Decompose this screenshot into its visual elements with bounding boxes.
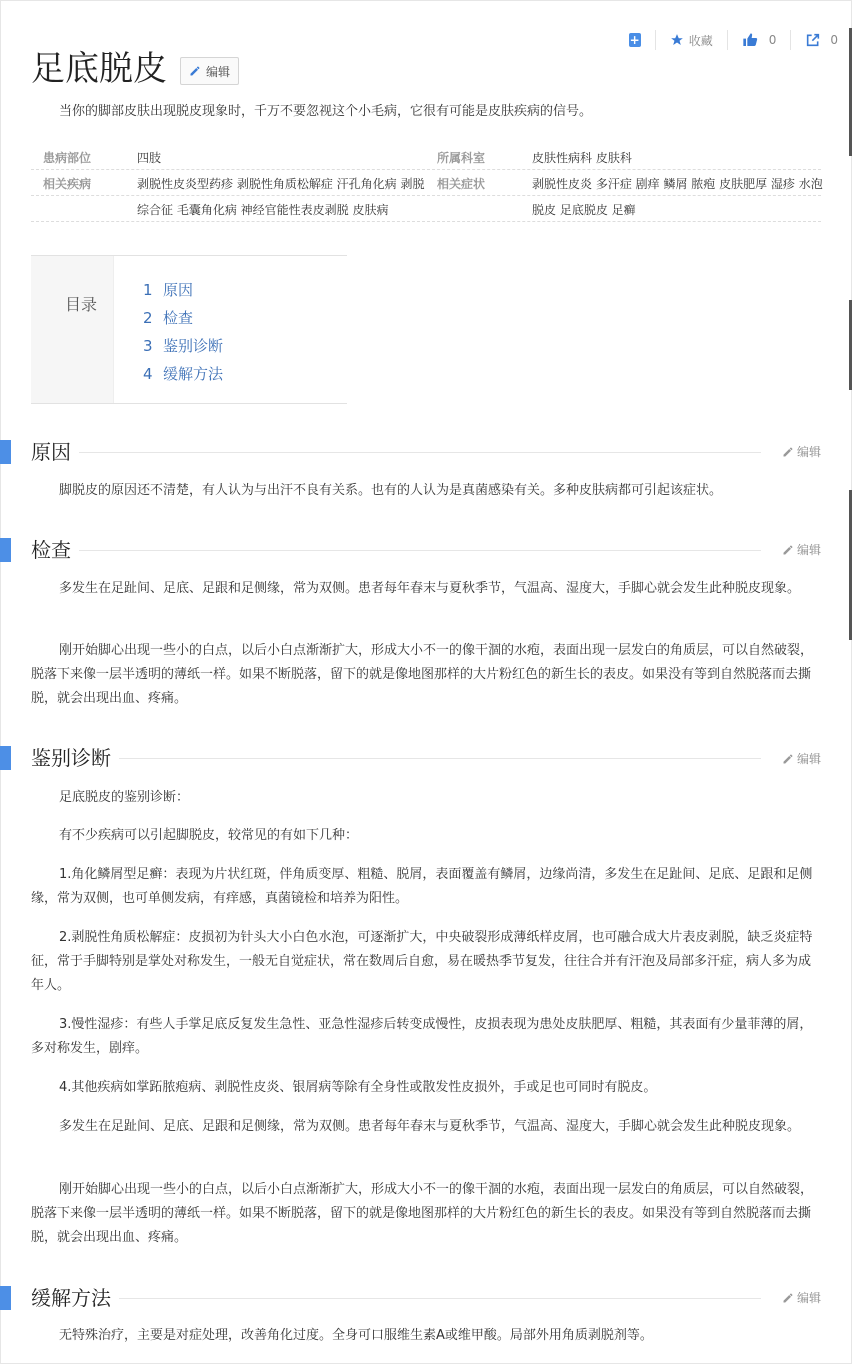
- paragraph: 多发生在足趾间、足底、足跟和足侧缘，常为双侧。患者每年春末与夏秋季节，气温高、湿度大，手脚心就会发生此种脱皮现象。: [59, 1119, 801, 1134]
- like-button[interactable]: [742, 32, 777, 48]
- info-row: [31, 144, 821, 170]
- toc-sidebar: [31, 256, 114, 403]
- info-row: [31, 170, 821, 196]
- toc-num: 2: [143, 309, 153, 327]
- add-button[interactable]: [629, 33, 641, 47]
- related-symptom-value[interactable]: 剥脱性皮炎 多汗症 剧痒 鳞屑 脓疱 皮肤肥厚 湿疹 水泡: [532, 177, 823, 191]
- paragraph: 1.角化鳞屑型足癣：表现为片状红斑，伴角质变厚、粗糙、脱屑，表面覆盖有鳞屑，边缘尚清，多发生在足趾间、足底、足跟和足侧缘，常为双侧，也可单侧发病，有痒感，真菌镜检和培养为阳性。: [31, 867, 813, 906]
- section-accent-bar: [0, 440, 11, 464]
- table-of-contents: [31, 255, 347, 404]
- divider: [655, 30, 656, 50]
- info-table: [31, 144, 821, 222]
- page-title: 足底脱皮: [31, 49, 167, 89]
- share-count: 0: [830, 33, 838, 47]
- thumbs-up-icon: [742, 32, 758, 48]
- toc-num: 1: [143, 281, 153, 299]
- related-symptom-label: 相关症状: [437, 177, 486, 191]
- edit-label: 编辑: [796, 752, 821, 766]
- intro-text: 当你的脚部皮肤出现脱皮现象时，千万不要忽视这个小毛病，它很有可能是皮肤疾病的信号。: [59, 104, 593, 119]
- like-count: 0: [768, 33, 777, 47]
- paragraph: 3.慢性湿疹：有些人手掌足底反复发生急性、亚急性湿疹后转变成慢性，皮损表现为患处皮肤肥厚、粗糙，其表面有少量菲薄的屑，多对称发生，剧痒。: [31, 1017, 813, 1056]
- section-edit-button[interactable]: [782, 1289, 821, 1306]
- paragraph: 足底脱皮的鉴别诊断：: [59, 790, 190, 805]
- paragraph: 无特殊治疗，主要是对症处理，改善角化过度。全身可口服维生素A或维甲酸。局部外用角质剥脱剂等。: [59, 1328, 653, 1343]
- section-title-cause: 原因: [31, 438, 79, 466]
- divider: [790, 30, 791, 50]
- paragraph: 刚开始脚心出现一些小的白点，以后小白点渐渐扩大，形成大小不一的像干涸的水疱，表面出现一层发白的角质层，可以自然破裂，脱落下来像一层半透明的薄纸一样。如果不断脱落，留下的就是像地图那样的大片粉红色的新生长的表皮。如果没有等到自然脱落而去撕脱，就会出现出血、疼痛。: [31, 643, 814, 706]
- share-button[interactable]: [805, 32, 838, 48]
- edit-label: 编辑: [796, 543, 821, 557]
- related-disease-value-cont[interactable]: 综合征 毛囊角化病 神经官能性表皮剥脱 皮肤病: [137, 203, 389, 217]
- section-edit-button[interactable]: [782, 541, 821, 558]
- pencil-icon: [782, 446, 794, 458]
- toc-label: 检查: [163, 309, 194, 327]
- toc-title: 目录: [65, 295, 98, 314]
- info-row: [31, 196, 821, 222]
- section-accent-bar: [0, 746, 11, 770]
- section-accent-bar: [0, 538, 11, 562]
- edit-label: 编辑: [796, 445, 821, 459]
- toc-num: 3: [143, 337, 153, 355]
- favorite-label: 收藏: [688, 33, 713, 48]
- toc-item-relief[interactable]: [143, 360, 223, 388]
- department-value[interactable]: 皮肤性病科 皮肤科: [532, 151, 632, 165]
- article-toolbar: [615, 30, 838, 50]
- body-part-value[interactable]: 四肢: [137, 151, 162, 165]
- paragraph: 脚脱皮的原因还不清楚，有人认为与出汗不良有关系。也有的人认为是真菌感染有关。多种皮肤病都可引起该症状。: [59, 483, 723, 498]
- pencil-icon: [189, 65, 201, 77]
- paragraph: 4.其他疾病如掌跖脓疱病、剥脱性皮炎、银屑病等除有全身性或散发性皮损外，手或足也可同时有脱皮。: [59, 1080, 657, 1095]
- related-disease-value[interactable]: 剥脱性皮炎型药疹 剥脱性角质松解症 汗孔角化病 剥脱: [137, 177, 425, 191]
- edit-button[interactable]: [180, 57, 239, 85]
- section-title-relief: 缓解方法: [31, 1284, 119, 1312]
- section-divider: [31, 452, 761, 453]
- toc-list: [143, 276, 223, 388]
- related-disease-label: 相关疾病: [43, 177, 92, 191]
- section-divider: [31, 550, 761, 551]
- edit-label: 编辑: [796, 1291, 821, 1305]
- paragraph: 2.剥脱性角质松解症：皮损初为针头大小白色水泡，可逐渐扩大，中央破裂形成薄纸样皮屑，也可融合成大片表皮剥脱，缺乏炎症特征，常于手脚特别是掌处对称发生，一般无自觉症状，常在数周后自愈，易在暖热季节复发，往往合并有汗泡及局部多汗症，病人多为成年人。: [31, 930, 813, 993]
- paragraph: 有不少疾病可以引起脚脱皮，较常见的有如下几种：: [59, 828, 359, 843]
- paragraph: 刚开始脚心出现一些小的白点，以后小白点渐渐扩大，形成大小不一的像干涸的水疱，表面出现一层发白的角质层，可以自然破裂，脱落下来像一层半透明的薄纸一样。如果不断脱落，留下的就是像地图那样的大片粉红色的新生长的表皮。如果没有等到自然脱落而去撕脱，就会出现出血、疼痛。: [31, 1182, 814, 1245]
- department-label: 所属科室: [437, 151, 486, 165]
- section-accent-bar: [0, 1286, 11, 1310]
- section-edit-button[interactable]: [782, 443, 821, 460]
- section-title-examination: 检查: [31, 536, 79, 564]
- section-edit-button[interactable]: [782, 750, 821, 767]
- pencil-icon: [782, 544, 794, 556]
- related-symptom-value-cont[interactable]: 脱皮 足底脱皮 足癣: [532, 203, 636, 217]
- body-part-label: 患病部位: [43, 151, 92, 165]
- toc-item-examination[interactable]: [143, 304, 223, 332]
- toc-label: 缓解方法: [163, 365, 224, 383]
- section-divider: [31, 758, 761, 759]
- divider: [727, 30, 728, 50]
- paragraph: 多发生在足趾间、足底、足跟和足侧缘，常为双侧。患者每年春末与夏秋季节，气温高、湿度大，手脚心就会发生此种脱皮现象。: [59, 581, 801, 596]
- section-title-diagnosis: 鉴别诊断: [31, 744, 119, 772]
- favorite-button[interactable]: [670, 32, 713, 49]
- toc-item-diagnosis[interactable]: [143, 332, 223, 360]
- toc-label: 鉴别诊断: [163, 337, 224, 355]
- pencil-icon: [782, 1292, 794, 1304]
- section-divider: [31, 1298, 761, 1299]
- edit-label: 编辑: [206, 64, 231, 79]
- star-icon: [670, 33, 684, 47]
- plus-icon: +: [629, 33, 640, 47]
- toc-num: 4: [143, 365, 153, 383]
- toc-item-cause[interactable]: [143, 276, 223, 304]
- share-icon: [805, 32, 821, 48]
- toc-label: 原因: [163, 281, 194, 299]
- pencil-icon: [782, 753, 794, 765]
